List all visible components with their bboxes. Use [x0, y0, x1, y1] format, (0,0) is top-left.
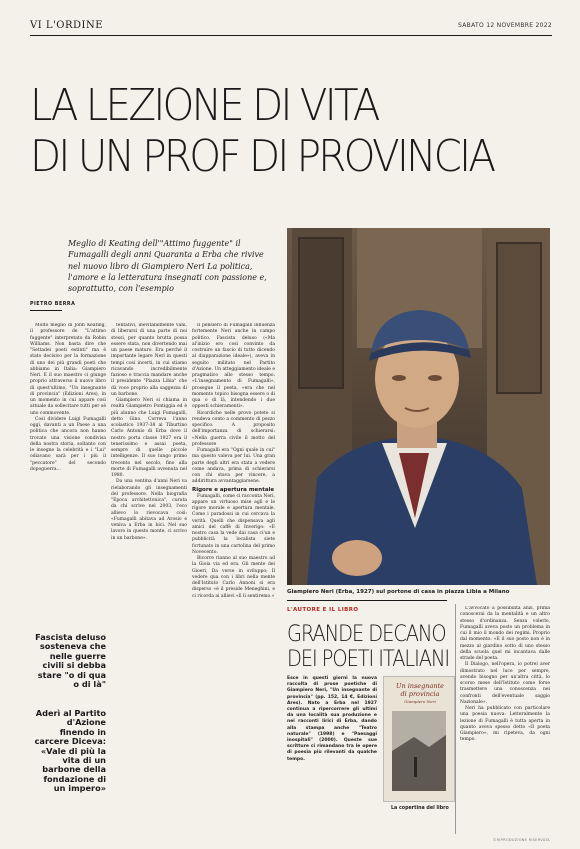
header-rule [30, 35, 552, 36]
issue-date: SABATO 12 NOVEMBRE 2022 [458, 22, 552, 29]
book-cover [383, 676, 455, 802]
headline-line-2: DI UN PROF DI PROVINCIA [30, 131, 494, 182]
pull-quote: Fascista deluso sosteneva che nelle guerre civili si debba stare "o di qua o di là" [35, 632, 106, 690]
body-column-1 [30, 323, 106, 630]
body-column-3 [192, 323, 275, 830]
paragraph: Ricordiche nelle prove potete si rendeva conto a commento di pezzo specifico. A proposito dell'importanza di schierarsi: «Nella guerra civile il motto del professore [192, 410, 275, 447]
paragraph: Molto meglio di John Keating, il professore de "L'attimo fuggente" interpretato da Robin Williams. Non basta dire che "Settadei poeti estinti" ma è stato decisivo per la formazione di uno dei più grandi poeti che abbiamo in Italia: Giampiero Neri. E il suo maestro ci giunge proprio attraverso il nuovo libro di quest'ultimo, "Un insegnante di provincia" (Edizioni Ares), in un momento in cui appare così attuale da sollecitare tutti per sé uno commovente. [30, 323, 106, 416]
caption-name: Giampiero Neri [287, 589, 334, 595]
paragraph: Da una ventina d'anni Neri va rielaborando gli insegnamenti del professore. Nella biografia "Epoca architettonica", curata da chi scrive nel 2003, l'eco allievo lo rievocava così: «Fumagalli abitava ad Arosio e veniva a Erba in bici. Nel suo lavoro in questo monte, ci scrivo in un barbone». [111, 479, 187, 541]
paragraph: L'avvocato a possibilità anzi, prima conoscerai da la mentalità e un altro stesso d'ordinanza. Senza volerlo, Fumagalli aveva posto un problema in cui il mio il mondo dei regimi. Proprio dal momento: «E il suo posto non è in mezzo al giardino sotto di uno stesso della scuola quel mi incantava dalle strade del poeta. [460, 606, 550, 661]
portrait-photo [287, 228, 550, 585]
paragraph: Fumagalli, come ci racconta Neri, appare un virtuoso mise agli e le rigore morale e apertura mentale. Come i paradossi in cui cercava la verità. Quelli che dispensava agli amici del caffè di Inverigo: «E nostro casa la vede dai casa ci'un e pubblicità la localista siete fortunato in una cartolina del primo Novecento. [192, 493, 275, 555]
box-text: Esce in questi giorni la nuova raccolta di prose poetiche di Giampiero Neri, "Un insegnante di provincia" (pp. 152, 14 €, Edizioni Ares). Nato a Erba nel 1927 continua a ripercorrere gli ultimi da una località sua produzione e nei racconti lirici di Erba, dando alla stampa anche "Teatro naturale" (1998) e "Paesaggi inospitali" (2000). Queste sue scritture ci rimandano tra le opere di poesia più rilevanti da qualche tempo. [287, 676, 377, 762]
caption-detail: (Erba, 1927) sul portone di casa in piazza Libia a Milano [335, 589, 510, 595]
paragraph: Così dividere Luigi Fumagalli oggi, davanti a un Paese a una politica che ancora non hanno trovato una visione condivisa della nostra storia, soltanto con le insegne la celebrità e i "Lui" odiavano sarà per i più il "peccatore" del secondo dopoguerra... [30, 416, 106, 472]
paragraph: Fumagalli era "Ogni quale in cui" ma questo valeva per lui. Una gran parte degli altri era stata a vedere come andava, prima di schierarsi con chi stava per vincere, a addirittura avvantaggiarsene. [192, 448, 275, 485]
headline [30, 80, 527, 182]
paragraph: Il pensiero di Fumagalli influenza fortemente Neri anche in campo politico. Fascista deluso («Ma al'inizio ero così convinto da costruire un fascio di tutto dicendo al diapparazione ideale»), aveva in seguito militato nel Partito d'Azione. Un atteggiamento ideale e pragmatico allo stesso tempo. «L'insegnamento di Fumagalli», prosegue il poeta, «era che nel momento topico bisogna essere o di qua o di là, intendendo i due opposti schieramenti». [192, 323, 275, 410]
column-separator [455, 604, 456, 834]
paragraph: Neri ha pubblicato con particolare una poesia nuova: Letteralmente la lezione di Fumagalli è tutta aperta in quanto aveva spesso detto «Il poeta Giampiero», mi ripeteva, da ogni tempo. [460, 706, 550, 743]
cover-caption: La copertina del libro [391, 806, 449, 811]
copyright-notice: ©RIPRODUZIONE RISERVATA [492, 838, 550, 842]
page-number-and-section: VI L'ORDINE [30, 20, 103, 31]
box-title [287, 622, 450, 672]
headline-line-1: LA LEZIONE DI VITA [30, 80, 378, 131]
page-header [30, 20, 552, 32]
box-title-line-1: GRANDE DECANO [287, 622, 446, 647]
body-column-2 [111, 323, 187, 830]
byline-rule [30, 310, 62, 311]
box-rule [287, 600, 447, 601]
photo-caption [287, 589, 550, 595]
cover-author: Giampiero Neri [404, 699, 436, 704]
paragraph: Il Dialogo, nell'opera, io potrei aver dimostrato nel luce per sempre, avendo bisogno per un'altra città, lo scorso mese dell'Istituto come forse trasmettere una conoscenza nei confronti dell'eventuale saggio Nazionale». [460, 662, 550, 705]
cover-title: Un insegnante di provincia [395, 682, 445, 698]
portrait-illustration [287, 228, 550, 585]
paragraph: Bicorre rianno al suo maestro ad la Gioia via ed era. Gli mente dei Gioeri, Da verse in sviluppo; Il vedere qua con i libri nella mente dell'Istituto Carlo Annoni si era disperso «è il preside Meneghini, e ci ricorda ai allievi «lì li sentiremo.» [192, 556, 275, 599]
paragraph: Giampiero Neri si chiama in realtà Giampietro Pontiggia ed è più alunno che Luigi Fumagalli, detto Gino. Correva l'anno scolastico 1937-38 al Tiburtino Carlo Antonio di Erba dove il nostro porta classe 1927 era il tenerissimo e assai poeta, sempre di quelle piccole intelligenze. Il suo lungo primo trecento nel secolo, fino alla morte di Fumagalli avvenuta nel 1980. [111, 398, 187, 478]
cover-illustration [384, 677, 454, 801]
box-title-line-2: DEI POETI ITALIANI [287, 647, 450, 672]
pull-quote: Aderì al Partito d'Azione finendo in carcere Diceva: «Vale di più la vita di un barbone della fondazione di un impero» [34, 708, 106, 794]
paragraph: tentativi, inevitabilmente vani, di liberarsi di una parte di noi stessi, per quanto brutta possa essere stata, non divertendo mai un paese maturo. Era perché il importante legare Neri in questi tempi così incerti, in cui stiamo ricavando incredibilmente fazioso e traccia mandare anche il presidente "Piazza Libia" che dà voce proprio alla saggezza di un barbone. [111, 323, 187, 397]
side-column [460, 606, 550, 834]
standfirst: Meglio di Keating dell'"Attimo fuggente" il Fumagalli degli anni Quaranta a Erba che rivive nel nuovo libro di Giampiero Neri La politica, l'amore e la letteratura insegnati con passione e, soprattutto, con l'esempio [68, 239, 267, 294]
box-kicker: L'AUTORE E IL LIBRO [287, 607, 359, 613]
byline: PIETRO BERRA [30, 302, 76, 307]
subheading: Rigore e apertura mentale [192, 486, 275, 493]
